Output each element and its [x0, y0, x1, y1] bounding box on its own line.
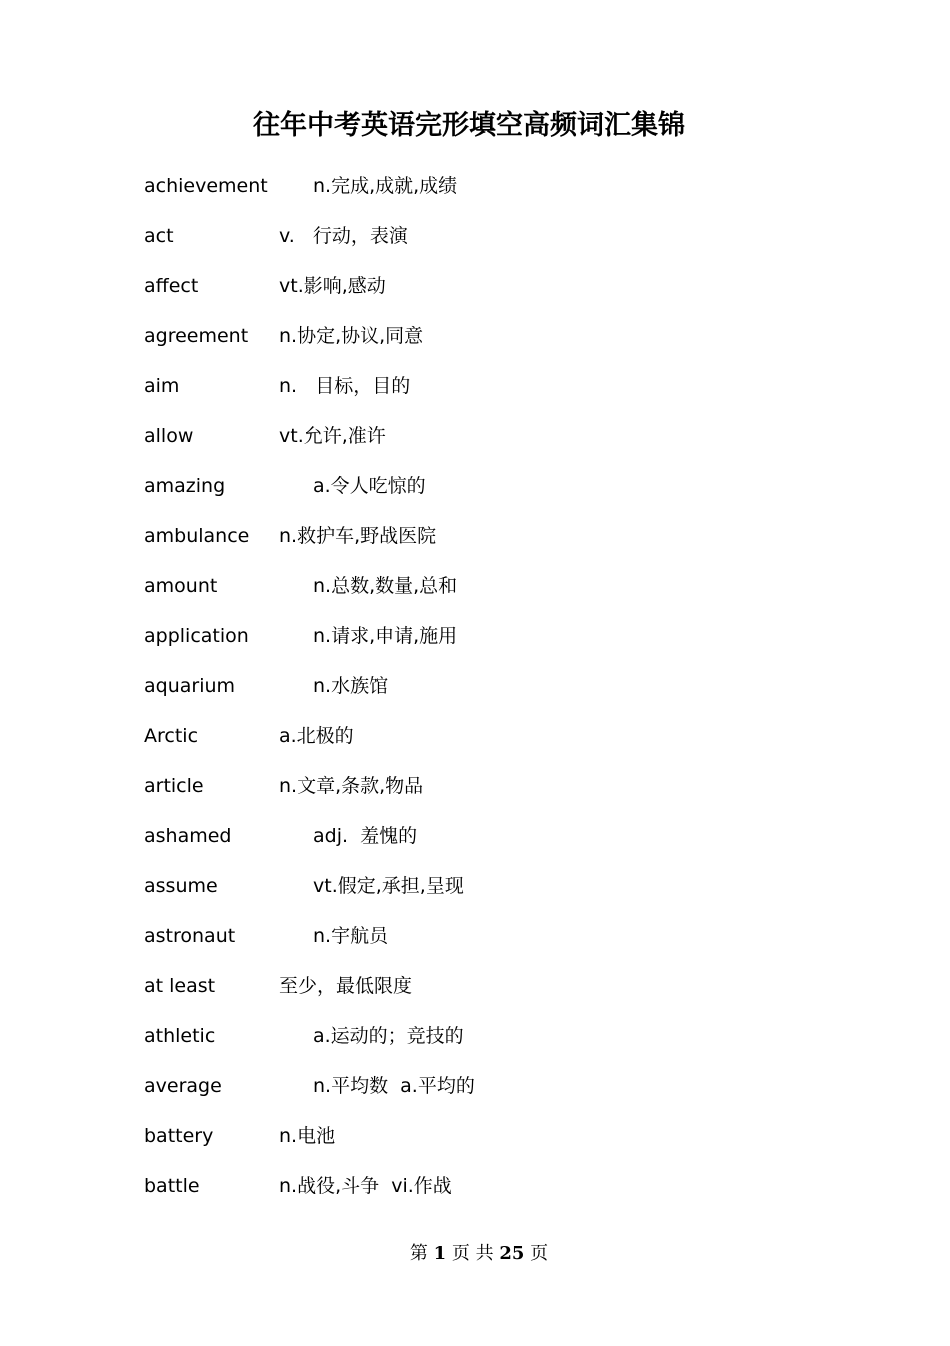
page-footer: [0, 1240, 950, 1268]
vocab-word: average: [144, 1075, 222, 1097]
vocab-word: application: [144, 625, 249, 647]
vocab-definition: a.北极的: [279, 725, 354, 747]
footer-middle: 页 共: [446, 1243, 500, 1264]
vocab-definition: n.救护车,野战医院: [279, 525, 437, 547]
vocab-definition: n.战役,斗争 vi.作战: [279, 1175, 452, 1197]
vocab-definition: n.总数,数量,总和: [313, 575, 458, 597]
vocab-word: achievement: [144, 175, 268, 197]
vocab-word: Arctic: [144, 725, 199, 747]
vocab-definition: vt.假定,承担,呈现: [313, 875, 464, 897]
vocab-list: [144, 170, 844, 1220]
vocab-word: allow: [144, 425, 194, 447]
vocab-definition: n.文章,条款,物品: [279, 775, 424, 797]
vocab-definition: n.请求,申请,施用: [313, 625, 458, 647]
vocab-entry: [144, 820, 844, 870]
vocab-word: ambulance: [144, 525, 250, 547]
vocab-entry: [144, 1020, 844, 1070]
vocab-definition: 至少，最低限度: [279, 975, 413, 997]
vocab-entry: [144, 370, 844, 420]
footer-suffix: 页: [524, 1243, 549, 1264]
vocab-definition: n.水族馆: [313, 675, 389, 697]
vocab-definition: n.平均数 a.平均的: [313, 1075, 475, 1097]
vocab-entry: [144, 420, 844, 470]
vocab-word: athletic: [144, 1025, 216, 1047]
footer-prefix: 第: [409, 1243, 434, 1264]
vocab-entry: [144, 670, 844, 720]
vocab-word: aquarium: [144, 675, 236, 697]
vocab-definition: adj. 羞愧的: [313, 825, 418, 847]
vocab-entry: [144, 270, 844, 320]
footer-total-pages: 25: [499, 1243, 525, 1264]
footer-current-page: 1: [433, 1243, 447, 1264]
vocab-entry: [144, 870, 844, 920]
vocab-definition: n.协定,协议,同意: [279, 325, 424, 347]
vocab-entry: [144, 570, 844, 620]
vocab-entry: [144, 1170, 844, 1220]
vocab-word: ashamed: [144, 825, 232, 847]
vocab-entry: [144, 220, 844, 270]
vocab-entry: [144, 920, 844, 970]
vocab-word: at least: [144, 975, 216, 997]
vocab-entry: [144, 970, 844, 1020]
vocab-word: act: [144, 225, 174, 247]
vocab-definition: n.宇航员: [313, 925, 389, 947]
vocab-definition: n. 目标，目的: [279, 375, 411, 397]
vocab-entry: [144, 770, 844, 820]
vocab-definition: a.运动的；竞技的: [313, 1025, 464, 1047]
vocab-word: assume: [144, 875, 218, 897]
vocab-entry: [144, 1070, 844, 1120]
vocab-word: amazing: [144, 475, 226, 497]
vocab-word: battle: [144, 1175, 200, 1197]
vocab-definition: n.电池: [279, 1125, 336, 1147]
vocab-definition: n.完成,成就,成绩: [313, 175, 458, 197]
vocab-entry: [144, 1120, 844, 1170]
vocab-word: affect: [144, 275, 199, 297]
vocab-entry: [144, 170, 844, 220]
vocab-word: battery: [144, 1125, 214, 1147]
vocab-entry: [144, 470, 844, 520]
vocab-word: agreement: [144, 325, 249, 347]
vocab-entry: [144, 520, 844, 570]
vocab-word: amount: [144, 575, 218, 597]
vocab-definition: a.令人吃惊的: [313, 475, 426, 497]
vocab-entry: [144, 720, 844, 770]
vocab-definition: vt.允许,准许: [279, 425, 386, 447]
vocab-entry: [144, 620, 844, 670]
vocab-word: astronaut: [144, 925, 236, 947]
vocab-definition: vt.影响,感动: [279, 275, 386, 297]
vocab-definition: v. 行动，表演: [279, 225, 408, 247]
vocab-word: aim: [144, 375, 180, 397]
page-title: 往年中考英语完形填空高频词汇集锦: [253, 110, 685, 141]
vocab-word: article: [144, 775, 204, 797]
vocab-entry: [144, 320, 844, 370]
